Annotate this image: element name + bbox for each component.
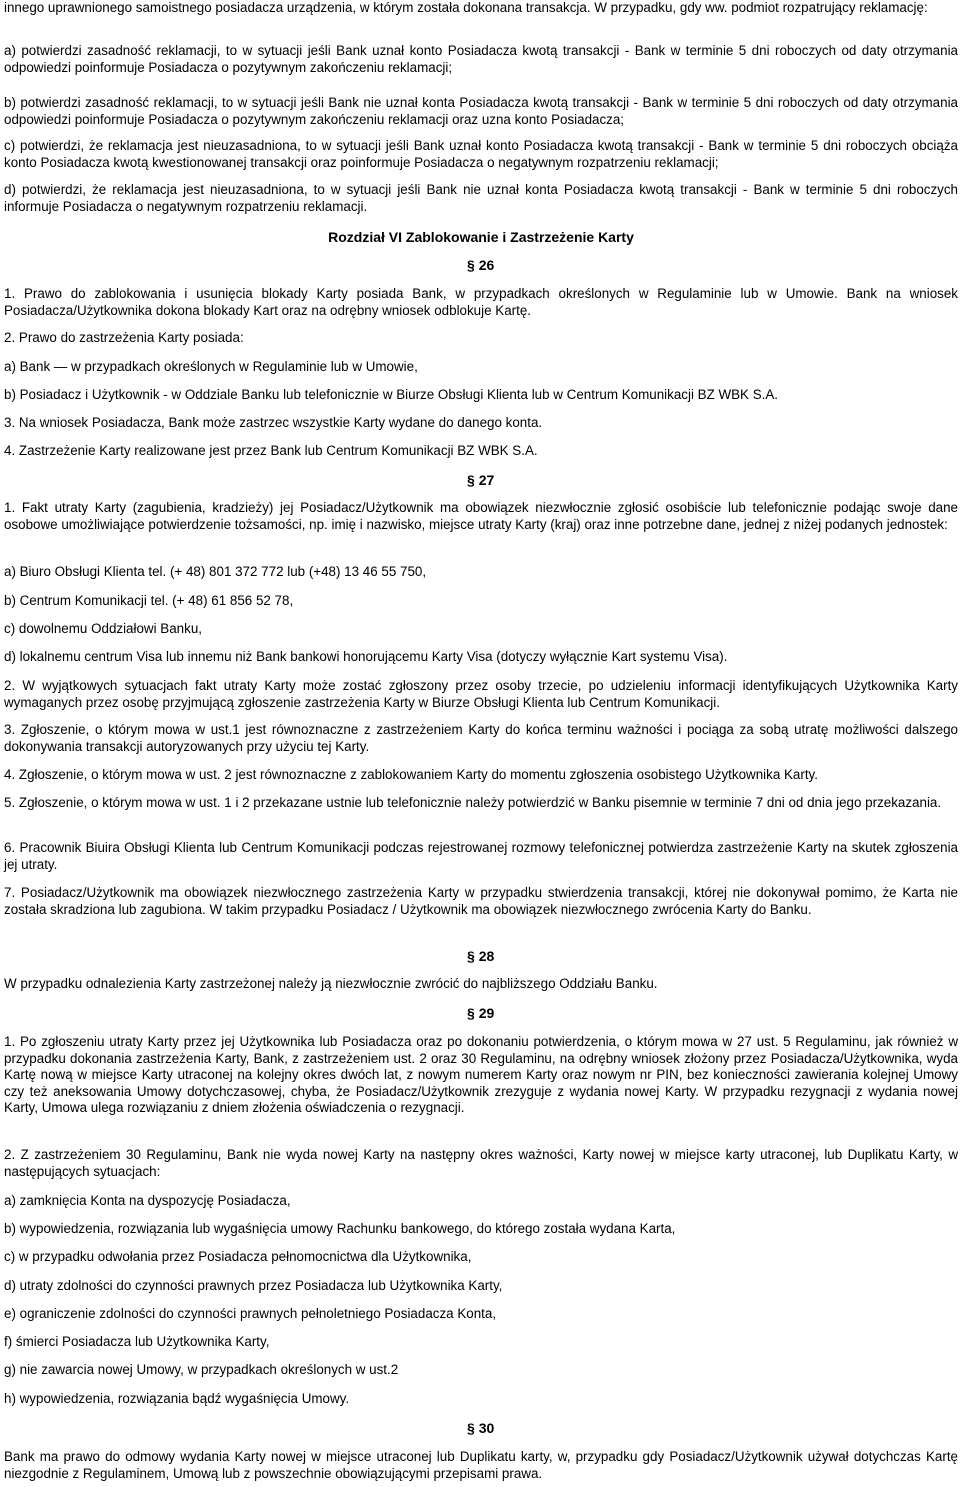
s27-p7: 7. Posiadacz/Użytkownik ma obowiązek niezwłocznego zastrzeżenia Karty w przypadku stwierdzenia transakcji, której nie dokonywał pomimo, że Karta nie została skradziona lub zagubiona. W takim przypadku Posiadacz / Użytkownik ma obowiązek niezwłocznego zwrócenia Karty do Banku. [4, 885, 958, 917]
section-number: 30 [478, 1420, 495, 1436]
s27-p4: 4. Zgłoszenie, o którym mowa w ust. 2 jest równoznaczne z zablokowaniem Karty do momentu zgłoszenia osobistego Użytkownika Karty. [4, 767, 818, 782]
s29-item-f: f) śmierci Posiadacza lub Użytkownika Karty, [4, 1334, 270, 1349]
s29-item-b: b) wypowiedzenia, rozwiązania lub wygaśnięcia umowy Rachunku bankowego, do którego została wydana Karta, [4, 1221, 676, 1236]
chapter-title: Rozdział VI Zablokowanie i Zastrzeżenie Karty [328, 229, 634, 245]
section-sign-icon: § [467, 472, 475, 488]
s26-p1: 1. Prawo do zablokowania i usunięcia blokady Karty posiada Bank, w przypadkach określonych w Regulaminie lub w Umowie. Bank na wniosek Posiadacza/Użytkownika dokona blokady Kart oraz na odrębny wniosek odblokuje Kartę. [4, 286, 958, 318]
section-28-heading [467, 948, 494, 965]
complaint-item-d: d) potwierdzi, że reklamacja jest nieuzasadniona, to w sytuacji jeśli Bank nie uznał konta Posiadacza kwotą transakcji - Bank w terminie 5 dni roboczych informuje Posiadacza o negatywnym rozpatrzeniu reklamacji. [4, 182, 958, 214]
section-number: 29 [478, 1005, 495, 1021]
s27-p1d: d) lokalnemu centrum Visa lub innemu niż Bank bankowi honorującemu Karty Visa (dotyczy wyłącznie Kart systemu Visa). [4, 649, 728, 664]
s29-item-e: e) ograniczenie zdolności do czynności prawnych pełnoletniego Posiadacza Konta, [4, 1306, 497, 1321]
section-29-heading [467, 1005, 494, 1022]
s26-p3: 3. Na wniosek Posiadacza, Bank może zastrzec wszystkie Karty wydane do danego konta. [4, 415, 543, 430]
s26-p2b: b) Posiadacz i Użytkownik - w Oddziale Banku lub telefonicznie w Biurze Obsługi Klienta lub w Centrum Komunikacji BZ WBK S.A. [4, 387, 779, 402]
section-sign-icon: § [467, 948, 475, 964]
complaint-item-a: a) potwierdzi zasadność reklamacji, to w sytuacji jeśli Bank uznał konto Posiadacza kwotą transakcji - Bank w terminie 5 dni roboczych od daty otrzymania odpowiedzi poinformuje Posiadacza o pozytywnym zakończeniu reklamacji; [4, 43, 958, 75]
s26-p4: 4. Zastrzeżenie Karty realizowane jest przez Bank lub Centrum Komunikacji BZ WBK S.A. [4, 443, 538, 458]
s27-p5: 5. Zgłoszenie, o którym mowa w ust. 1 i 2 przekazane ustnie lub telefonicznie należy potwierdzić w Banku pisemnie w terminie 7 dni od dnia jego przekazania. [4, 795, 942, 810]
s27-p3: 3. Zgłoszenie, o którym mowa w ust.1 jest równoznaczne z zastrzeżeniem Karty do końca terminu ważności i pociąga za sobą utratę możliwości dalszego dokonywania transakcji autoryzowanych przy użyciu tej Karty. [4, 722, 958, 754]
section-30-heading [467, 1420, 494, 1437]
s29-item-c: c) w przypadku odwołania przez Posiadacza pełnomocnictwa dla Użytkownika, [4, 1249, 472, 1264]
section-sign-icon: § [467, 1420, 475, 1436]
section-26-heading [467, 257, 494, 274]
section-number: 27 [478, 472, 495, 488]
s29-p2: 2. Z zastrzeżeniem 30 Regulaminu, Bank nie wyda nowej Karty na następny okres ważności, Karty nowej w miejsce karty utraconej, lub Duplikatu Karty, w następujących sytuacjach: [4, 1147, 958, 1179]
s29-item-h: h) wypowiedzenia, rozwiązania bądź wygaśnięcia Umowy. [4, 1391, 350, 1406]
s29-item-d: d) utraty zdolności do czynności prawnych przez Posiadacza lub Użytkownika Karty, [4, 1278, 503, 1293]
section-number: 26 [478, 257, 495, 273]
s28-p1: W przypadku odnalezienia Karty zastrzeżonej należy ją niezwłocznie zwrócić do najbliższego Oddziału Banku. [4, 976, 658, 991]
s30-p1: Bank ma prawo do odmowy wydania Karty nowej w miejsce utraconej lub Duplikatu karty, w, przypadku gdy Posiadacz/Użytkownik używał dotychczas Kartę niezgodnie z Regulaminem, Umową lub z powszechnie obowiązującymi przepisami prawa. [4, 1449, 958, 1481]
s27-p1b: b) Centrum Komunikacji tel. (+ 48) 61 856 52 78, [4, 593, 294, 608]
s29-p1: 1. Po zgłoszeniu utraty Karty przez jej Użytkownika lub Posiadacza oraz po dokonaniu potwierdzenia, o którym mowa w 27 ust. 5 Regulaminu, jak również w przypadku dokonania zastrzeżenia Karty, Bank, z zastrzeżeniem ust. 2 oraz 30 Regulaminu, na odrębny wniosek złożony przez Posiadacza/Użytkownika, wyda Kartę nową w miejsce Karty utraconej na kolejny okres dwóch lat, z nowym numerem Karty oraz nowym nr PIN, bez konieczności zawierania kolejnej Umowy czy też aneksowania Umowy dotychczasowej, chyba, że Posiadacz/Użytkownik zrezyguje z wydania nowej Karty. W przypadku rezygnacji z wydania nowej Karty, Umowa ulega rozwiązaniu z dniem złożenia oświadczenia o rezygnacji. [4, 1034, 958, 1116]
s27-p6: 6. Pracownik Biuira Obsługi Klienta lub Centrum Komunikacji podczas rejestrowanej rozmowy telefonicznej potwierdza zastrzeżenie Karty na skutek zgłoszenia jej utraty. [4, 840, 958, 872]
intro-paragraph: innego uprawnionego samoistnego posiadacza urządzenia, w którym została dokonana transakcja. W przypadku, gdy ww. podmiot rozpatrujący reklamację: [4, 0, 928, 15]
s27-p2: 2. W wyjątkowych sytuacjach fakt utraty Karty może zostać zgłoszony przez osoby trzecie, po udzieleniu informacji identyfikujących Użytkownika Karty wymaganych przez osobę przyjmującą zgłoszenie zastrzeżenia Karty w Biurze Obsługi Klienta lub Centrum Komunikacji. [4, 678, 958, 710]
complaint-item-b: b) potwierdzi zasadność reklamacji, to w sytuacji jeśli Bank nie uznał konta Posiadacza kwotą transakcji - Bank w terminie 5 dni roboczych od daty otrzymania odpowiedzi poinformuje Posiadacza o pozytywnym zakończeniu reklamacji oraz uzna konto Posiadacza; [4, 95, 958, 127]
s29-item-a: a) zamknięcia Konta na dyspozycję Posiadacza, [4, 1193, 291, 1208]
s27-p1a: a) Biuro Obsługi Klienta tel. (+ 48) 801 372 772 lub (+48) 13 46 55 750, [4, 564, 427, 579]
section-number: 28 [478, 948, 495, 964]
section-27-heading [467, 472, 494, 489]
section-sign-icon: § [467, 1005, 475, 1021]
s26-p2a: a) Bank — w przypadkach określonych w Regulaminie lub w Umowie, [4, 359, 418, 374]
s27-p1: 1. Fakt utraty Karty (zagubienia, kradzieży) jej Posiadacz/Użytkownik ma obowiązek niezwłocznie zgłosić osobiście lub telefonicznie podając swoje dane osobowe umożliwiające potwierdzenie tożsamości, np. imię i nazwisko, miejsce utraty Karty (kraj) oraz inne potrzebne dane, jednej z niżej podanych jednostek: [4, 500, 958, 532]
complaint-item-c: c) potwierdzi, że reklamacja jest nieuzasadniona, to w sytuacji jeśli Bank uznał konto Posiadacza kwotą transakcji - Bank w terminie 5 dni roboczych obciąża konto Posiadacza kwotą kwestionowanej transakcji oraz poinformuje Posiadacza o negatywnym rozpatrzeniu reklamacji; [4, 138, 958, 170]
section-sign-icon: § [467, 257, 475, 273]
s26-p2: 2. Prawo do zastrzeżenia Karty posiada: [4, 330, 244, 345]
s29-item-g: g) nie zawarcia nowej Umowy, w przypadkach określonych w ust.2 [4, 1362, 399, 1377]
s27-p1c: c) dowolnemu Oddziałowi Banku, [4, 621, 202, 636]
